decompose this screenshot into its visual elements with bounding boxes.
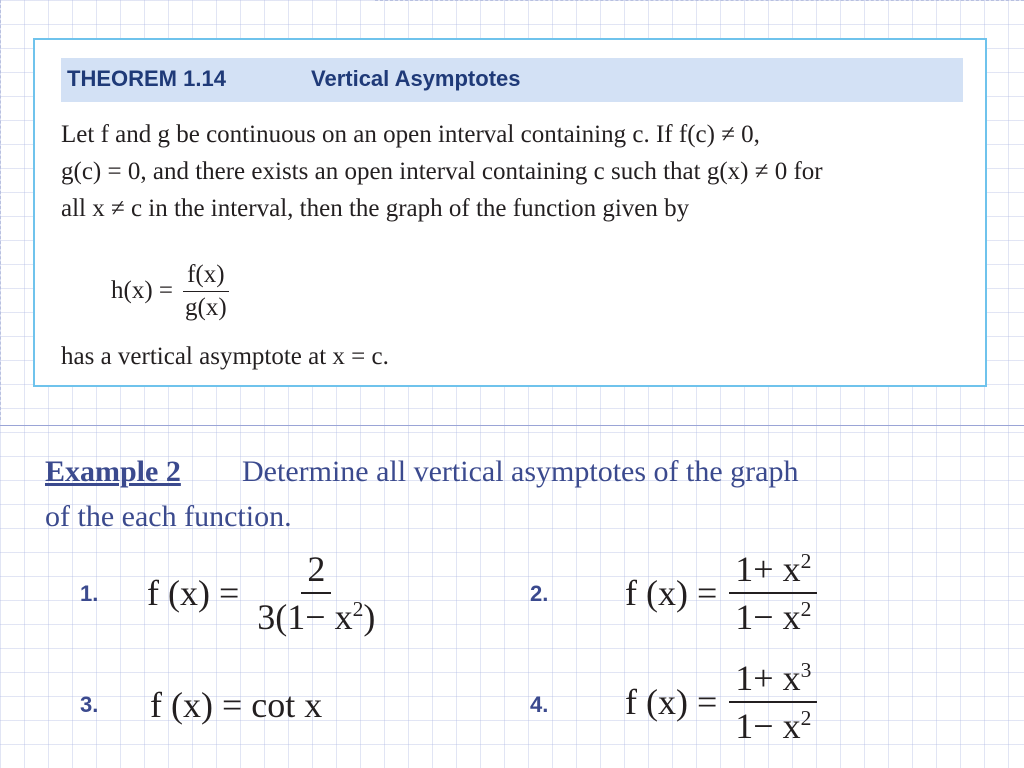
problem-1-denominator xyxy=(251,594,381,638)
problem-1-numerator: 2 xyxy=(301,548,331,594)
theorem-line-4: has a vertical asymptote at x = c. xyxy=(61,343,389,370)
problem-2-num-main: 1+ x xyxy=(735,549,801,589)
problem-2-fraction xyxy=(729,548,817,638)
example-text-line-1: Determine all vertical asymptotes of the graph xyxy=(242,455,799,488)
formula-lhs: h(x) = xyxy=(111,277,173,304)
example-label: Example 2 xyxy=(45,455,181,488)
problem-2-denominator xyxy=(729,594,817,638)
theorem-line-2: g(c) = 0, and there exists an open interval containing c such that g(x) ≠ 0 for xyxy=(61,158,823,185)
problem-4-num-exponent: 3 xyxy=(800,658,812,682)
problem-4-lhs: f (x) = xyxy=(625,682,718,722)
top-dashed-rule xyxy=(375,0,1024,3)
problem-4-num-main: 1+ x xyxy=(735,658,801,698)
problem-2-formula xyxy=(625,543,817,643)
problem-2-den-main: 1− x xyxy=(735,597,801,637)
problem-1-fraction xyxy=(251,548,381,638)
problem-2-numerator xyxy=(729,548,817,594)
problem-1-number: 1. xyxy=(80,581,99,606)
problem-2-number: 2. xyxy=(530,581,549,606)
problem-1-formula xyxy=(147,540,381,645)
theorem-header xyxy=(61,58,963,102)
problem-4-numerator xyxy=(729,657,817,703)
example-text-line-2: of the each function. xyxy=(45,500,292,533)
theorem-title: Vertical Asymptotes xyxy=(311,66,521,91)
problem-1-den-exponent: 2 xyxy=(352,596,364,621)
problem-3-formula xyxy=(150,680,322,730)
formula-fraction xyxy=(181,261,231,322)
formula-denominator: g(x) xyxy=(185,293,227,321)
problem-1-lhs: f (x) = xyxy=(147,572,240,613)
problem-4-denominator xyxy=(729,703,817,747)
problem-1-den-close: ) xyxy=(363,596,376,637)
problem-3-expr: f (x) = cot x xyxy=(150,685,323,725)
left-dashed-rule xyxy=(0,0,3,420)
problem-3-number: 3. xyxy=(80,692,99,717)
theorem-formula xyxy=(111,250,231,332)
theorem-line-3: all x ≠ c in the interval, then the graph of the function given by xyxy=(61,195,690,222)
problem-2-den-exponent: 2 xyxy=(800,597,812,621)
theorem-line-1: Let f and g be continuous on an open interval containing c. If f(c) ≠ 0, xyxy=(61,121,760,148)
problem-4-den-exponent: 2 xyxy=(800,706,812,730)
problem-2-lhs: f (x) = xyxy=(625,573,718,613)
theorem-box xyxy=(33,38,987,387)
problem-4-formula xyxy=(625,652,817,752)
problem-4-den-main: 1− x xyxy=(735,706,801,746)
formula-numerator: f(x) xyxy=(183,261,228,292)
problem-4-number: 4. xyxy=(530,692,549,717)
theorem-number: THEOREM 1.14 xyxy=(67,66,226,91)
problem-4-fraction xyxy=(729,657,817,747)
problem-2-num-exponent: 2 xyxy=(800,549,812,573)
problem-1-den-main: 3(1− x xyxy=(257,596,353,637)
section-divider xyxy=(0,425,1024,426)
